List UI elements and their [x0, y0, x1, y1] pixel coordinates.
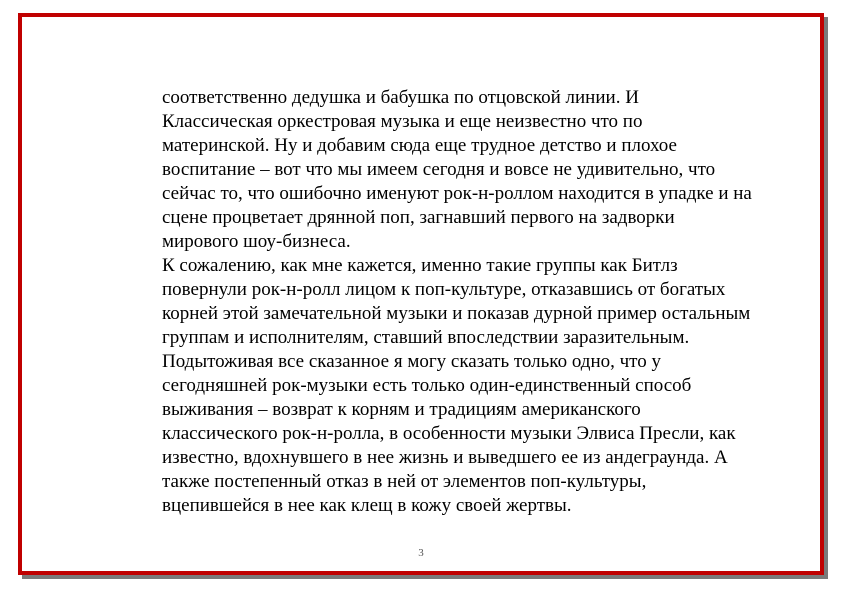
page-number: 3	[418, 547, 424, 559]
paragraph-2: К сожалению, как мне кажется, именно такие группы как Битлз повернули рок-н-ролл лицом к поп-культуре, отказавшись от богатых корней этой замечательной музыки и показав дурной пример остальным группам и исполнителям, ставший впоследствии заразительным.	[162, 255, 751, 348]
paragraph-1: соответственно дедушка и бабушка по отцовской линии. И Классическая оркестровая музыка и еще неизвестно что по материнской. Ну и добавим сюда еще трудное детство и плохое воспитание – вот что мы имеем сегодня и вовсе не удивительно, что сейчас то, что ошибочно именуют рок-н-роллом находится в упадке и на сцене процветает дрянной поп, загнавший первого на задворки мирового шоу-бизнеса.	[162, 87, 752, 252]
paragraph-3: Подытоживая все сказанное я могу сказать только одно, что у сегодняшней рок-музыки есть только один-единственный способ выживания – возврат к корням и традициям американского классического рок-н-ролла, в особенности музыки Элвиса Пресли, как известно, вдохнувшего в нее жизнь и выведшего ее из андеграунда. А также постепенный отказ в ней от элементов поп-культуры, вцепившейся в нее как клещ в кожу своей жертвы.	[162, 351, 736, 516]
body-text	[162, 86, 752, 518]
